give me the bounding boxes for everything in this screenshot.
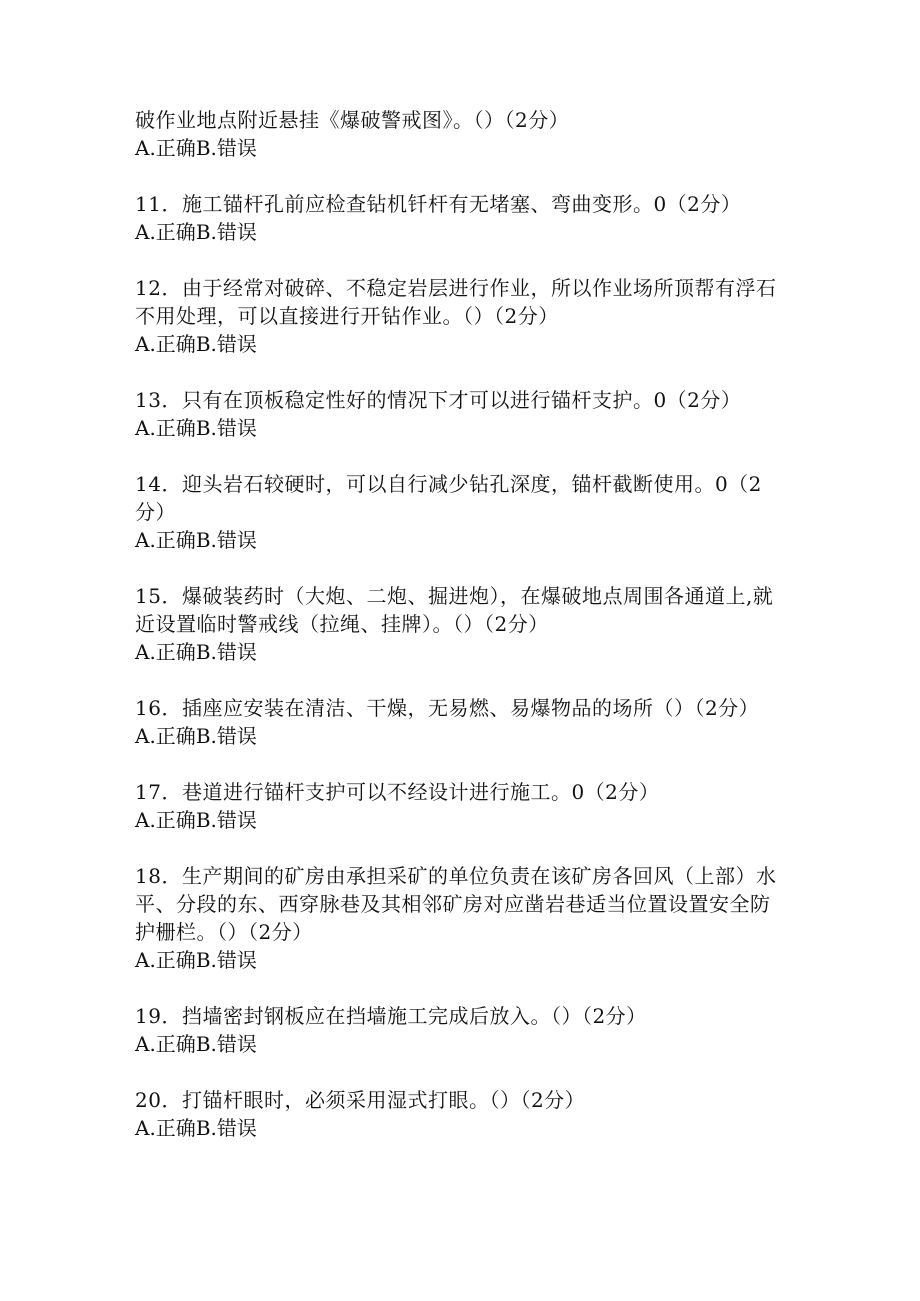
option-a: A.正确 [135, 220, 196, 244]
question-item [135, 470, 785, 554]
question-text: 11．施工锚杆孔前应检查钻机钎杆有无堵塞、弯曲变形。0（2分） [135, 192, 742, 216]
question-item [135, 1086, 785, 1142]
answer-options [135, 526, 785, 554]
question-item [135, 274, 785, 358]
option-b: B.错误 [195, 332, 257, 356]
answer-options [135, 946, 785, 974]
question-item [135, 190, 785, 246]
question-text: 20．打锚杆眼时，必须采用湿式打眼。（）（2分） [135, 1088, 586, 1112]
option-a: A.正确 [135, 136, 196, 160]
question-item [135, 1002, 785, 1058]
option-b: B.错误 [195, 724, 257, 748]
option-a: A.正确 [135, 1032, 196, 1056]
answer-options [135, 722, 785, 750]
question-text: 破作业地点附近悬挂《爆破警戒图》。（）（2分） [135, 108, 570, 132]
document-page [135, 106, 785, 1170]
question-text: 12．由于经常对破碎、不稳定岩层进行作业，所以作业场所顶帮有浮石不用处理，可以直接进行开钻作业。（）（2分） [135, 276, 777, 328]
option-b: B.错误 [195, 220, 257, 244]
question-text: 16．插座应安装在清洁、干燥，无易燃、易爆物品的场所（）（2分） [135, 696, 760, 720]
option-a: A.正确 [135, 640, 196, 664]
question-text: 17．巷道进行锚杆支护可以不经设计进行施工。0（2分） [135, 780, 660, 804]
option-b: B.错误 [195, 528, 257, 552]
question-text: 13．只有在顶板稳定性好的情况下才可以进行锚杆支护。0（2分） [135, 388, 742, 412]
answer-options [135, 806, 785, 834]
answer-options [135, 414, 785, 442]
option-a: A.正确 [135, 948, 196, 972]
option-a: A.正确 [135, 808, 196, 832]
option-a: A.正确 [135, 332, 196, 356]
question-text: 18．生产期间的矿房由承担采矿的单位负责在该矿房各回风（上部）水平、分段的东、西穿脉巷及其相邻矿房对应凿岩巷适当位置设置安全防护栅栏。（）（2分） [135, 864, 777, 944]
option-b: B.错误 [195, 136, 257, 160]
option-a: A.正确 [135, 1116, 196, 1140]
question-item [135, 582, 785, 666]
question-text: 14．迎头岩石较硬时，可以自行减少钻孔深度，锚杆截断使用。0（2分） [135, 472, 762, 524]
option-a: A.正确 [135, 724, 196, 748]
option-b: B.错误 [195, 948, 257, 972]
option-b: B.错误 [195, 640, 257, 664]
option-b: B.错误 [195, 416, 257, 440]
question-text: 19．挡墙密封钢板应在挡墙施工完成后放入。（）（2分） [135, 1004, 647, 1028]
question-item [135, 862, 785, 974]
answer-options [135, 1114, 785, 1142]
question-item [135, 386, 785, 442]
answer-options [135, 134, 785, 162]
question-item [135, 778, 785, 834]
answer-options [135, 330, 785, 358]
option-b: B.错误 [195, 808, 257, 832]
option-b: B.错误 [195, 1032, 257, 1056]
answer-options [135, 218, 785, 246]
question-text: 15．爆破装药时（大炮、二炮、掘进炮），在爆破地点周围各通道上,就近设置临时警戒线（拉绳、挂牌）。（）（2分） [135, 584, 774, 636]
question-item [135, 694, 785, 750]
option-a: A.正确 [135, 528, 196, 552]
option-a: A.正确 [135, 416, 196, 440]
question-item [135, 106, 785, 162]
answer-options [135, 638, 785, 666]
option-b: B.错误 [195, 1116, 257, 1140]
answer-options [135, 1030, 785, 1058]
